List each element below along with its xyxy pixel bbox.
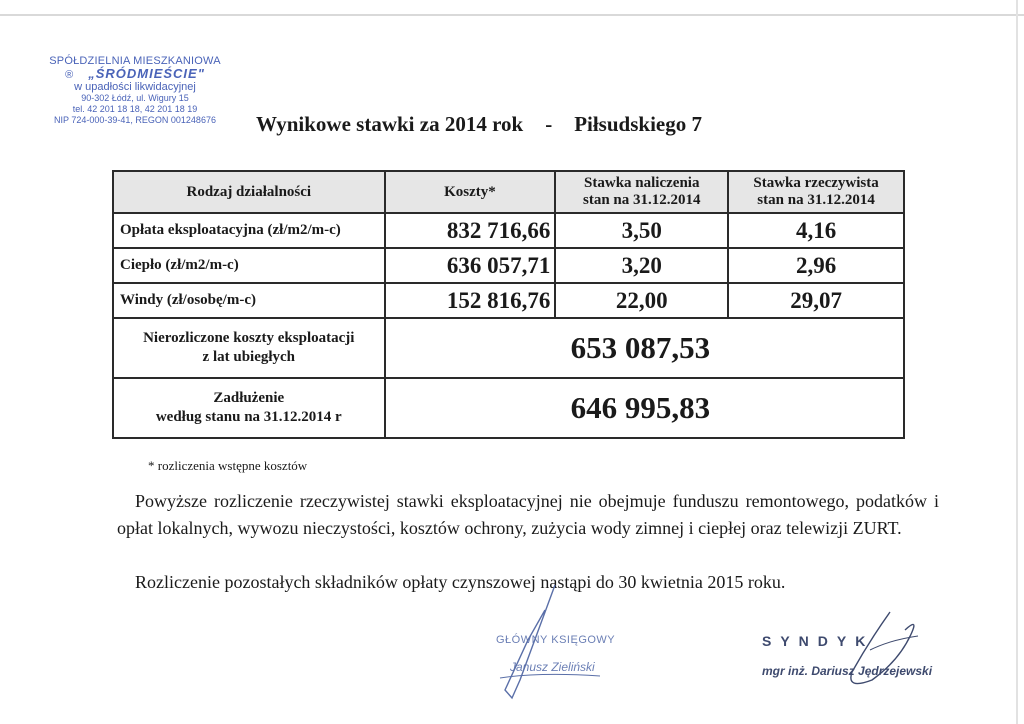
document-title: [256, 112, 702, 137]
title-main: Wynikowe stawki za 2014 rok: [256, 112, 524, 136]
row-label: Ciepło (zł/m2/m-c): [113, 248, 385, 283]
stamp-name: „ŚRÓDMIEŚCIE": [88, 66, 205, 81]
header-charge-rate-line2: stan na 31.12.2014: [582, 192, 701, 208]
table-row: [113, 213, 904, 248]
unsettled-costs-label: [113, 318, 385, 378]
scan-edge-right: [1016, 0, 1018, 724]
table-header-row: [113, 171, 904, 213]
title-dash: -: [545, 112, 553, 136]
stamp-line-3: w upadłości likwidacyjnej: [74, 81, 196, 93]
debt-row: [113, 378, 904, 438]
unsettled-label-line2: z lat ubiegłych: [202, 349, 296, 365]
trustee-signature-block: [762, 633, 932, 678]
debt-value: 646 995,83: [385, 378, 904, 438]
chief-accountant-signature-block: [496, 634, 615, 674]
table-row: [113, 248, 904, 283]
trustee-role: SYNDYK: [762, 633, 875, 649]
header-costs: Koszty*: [385, 171, 556, 213]
row-actual-rate: 29,07: [728, 283, 904, 318]
row-label: Opłata eksploatacyjna (zł/m2/m-c): [113, 213, 385, 248]
row-charge-rate: 3,50: [555, 213, 728, 248]
header-actual-rate-line2: stan na 31.12.2014: [757, 192, 875, 208]
unsettled-label-line1: Nierozliczone koszty eksploatacji: [143, 330, 355, 346]
header-actual-rate: [728, 171, 904, 213]
header-charge-rate: [555, 171, 728, 213]
scan-edge-top: [0, 14, 1024, 16]
cooperative-stamp: [20, 56, 250, 126]
table-footnote: * rozliczenia wstępne kosztów: [148, 458, 308, 473]
row-charge-rate: 22,00: [555, 283, 728, 318]
stamp-line-1: SPÓŁDZIELNIA MIESZKANIOWA: [49, 55, 221, 67]
debt-label: [113, 378, 385, 438]
header-activity: Rodzaj działalności: [113, 171, 385, 213]
row-actual-rate: 2,96: [728, 248, 904, 283]
header-actual-rate-line1: Stawka rzeczywista: [753, 175, 879, 191]
settlement-note: Rozliczenie pozostałych składników opłaty czynszowej nastąpi do 30 kwietnia 2015 roku.: [135, 572, 786, 592]
row-cost: 832 716,66: [385, 213, 556, 248]
chief-accountant-name: Janusz Zieliński: [510, 660, 595, 674]
stamp-line-6: NIP 724-000-39-41, REGON 001248676: [54, 115, 216, 125]
note-paragraph: Powyższe rozliczenie rzeczywistej stawki eksploatacyjnej nie obejmuje funduszu remontowego, podatków i opłat lokalnych, wywozu nieczystości, kosztów ochrony, zużycia wody zimnej i ciepłej oraz telewizji ZURT.: [117, 491, 939, 538]
unsettled-costs-row: [113, 318, 904, 378]
signature-scribble-left-tail: [500, 674, 600, 678]
title-address: Piłsudskiego 7: [574, 112, 702, 136]
unsettled-costs-value: 653 087,53: [385, 318, 904, 378]
debt-label-line2: według stanu na 31.12.2014 r: [155, 409, 342, 425]
row-actual-rate: 4,16: [728, 213, 904, 248]
row-charge-rate: 3,20: [555, 248, 728, 283]
row-cost: 636 057,71: [385, 248, 556, 283]
row-label: Windy (zł/osobę/m-c): [113, 283, 385, 318]
stamp-line-4: 90-302 Łódź, ul. Wigury 15: [81, 93, 189, 103]
stamp-line-2: [20, 67, 250, 82]
trustee-name: mgr inż. Dariusz Jędrzejewski: [762, 664, 933, 678]
header-charge-rate-line1: Stawka naliczenia: [584, 175, 700, 191]
debt-label-line1: Zadłużenie: [213, 390, 285, 406]
registered-mark-icon: ®: [65, 69, 75, 81]
row-cost: 152 816,76: [385, 283, 556, 318]
stamp-line-5: tel. 42 201 18 18, 42 201 18 19: [72, 104, 198, 114]
chief-accountant-role: GŁÓWNY KSIĘGOWY: [496, 634, 616, 646]
table-row: [113, 283, 904, 318]
rates-table: [112, 170, 905, 439]
